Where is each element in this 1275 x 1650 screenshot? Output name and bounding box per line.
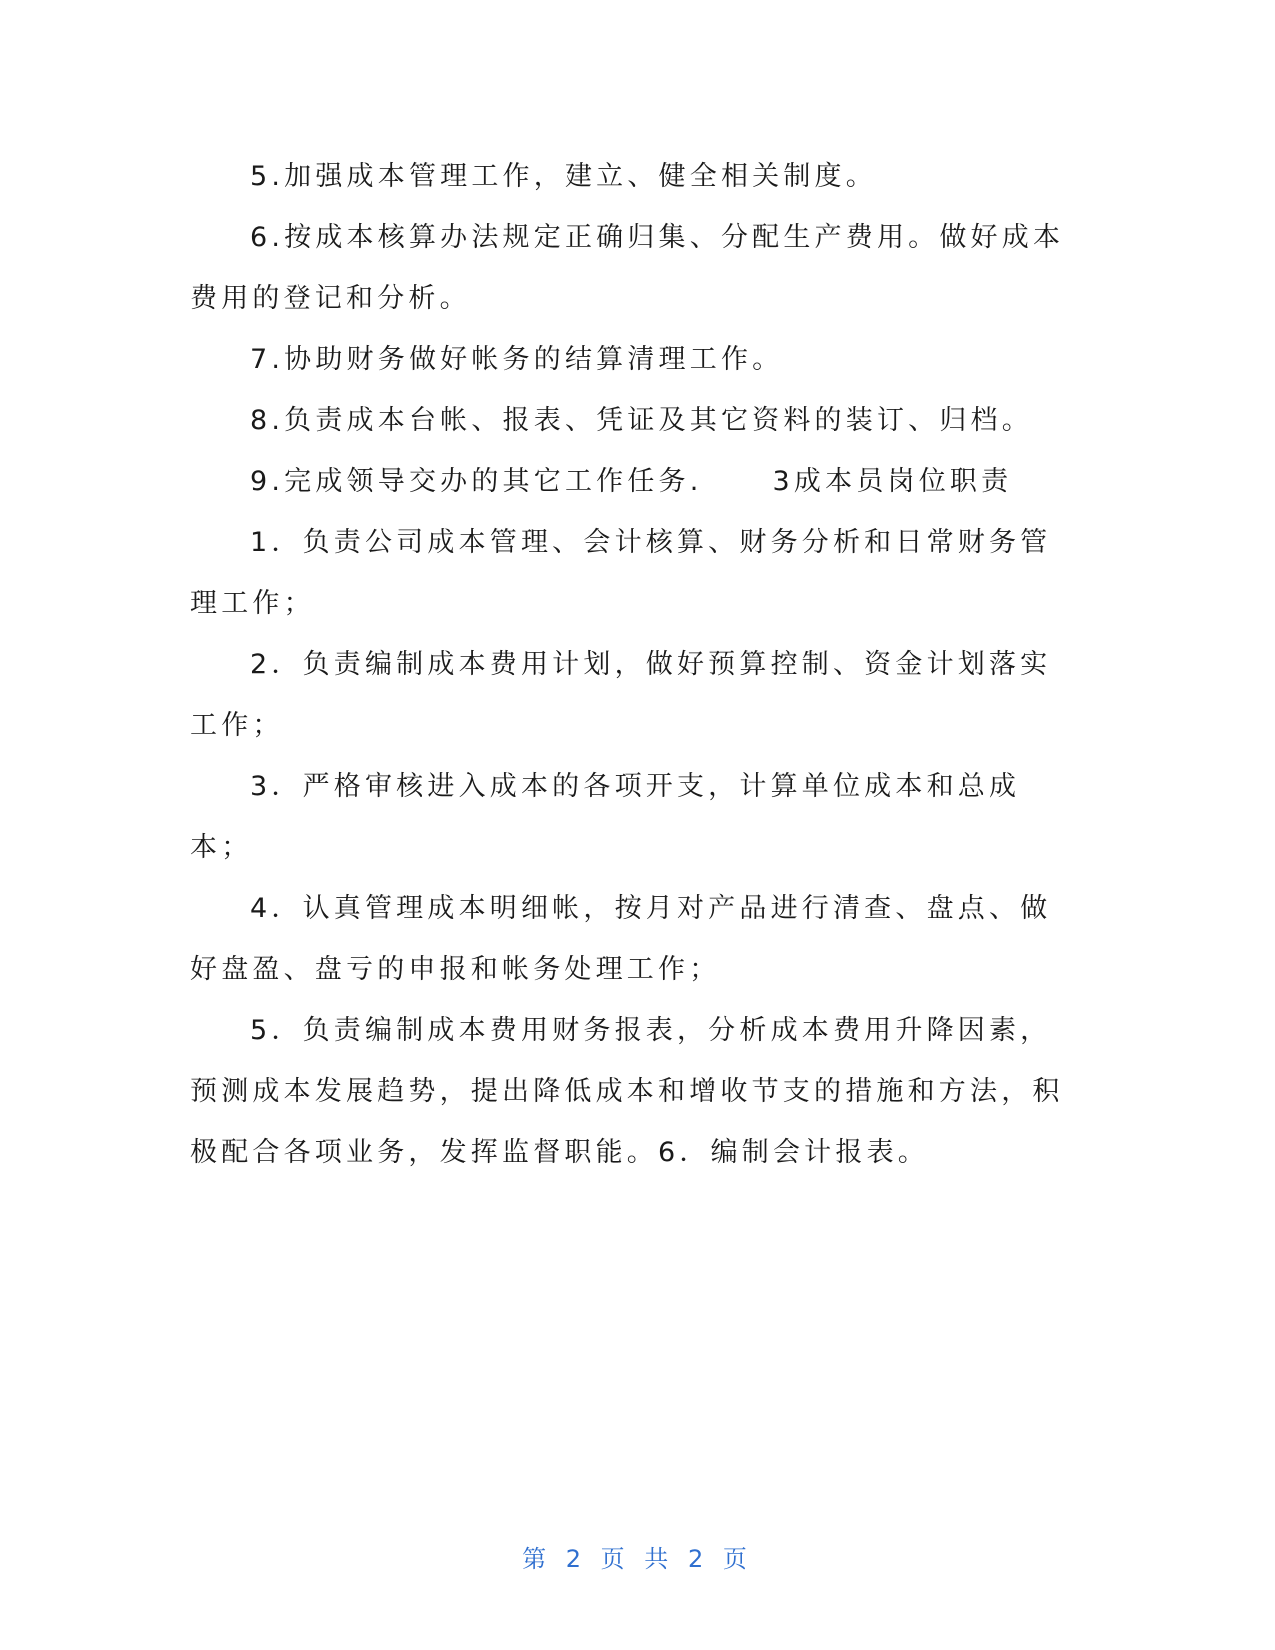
paragraph-item-7: 7.协助财务做好帐务的结算清理工作。 (250, 344, 784, 375)
section-heading-cost-clerk: 3成本员岗位职责 (772, 466, 1013, 497)
paragraph-item-5: 5.加强成本管理工作，建立、健全相关制度。 (250, 161, 877, 192)
duty-item-4: 4．认真管理成本明细帐，按月对产品进行清查、盘点、做好盘盈、盘亏的申报和帐务处理工作； (190, 893, 1052, 985)
duty-item-5: 5．负责编制成本费用财务报表，分析成本费用升降因素，预测成本发展趋势，提出降低成本和增收节支的措施和方法，积极配合各项业务，发挥监督职能。6．编制会计报表。 (190, 1015, 1064, 1168)
paragraph-item-9 (190, 451, 1075, 512)
page-number-footer: 第 2 页 共 2 页 (522, 1545, 753, 1573)
document-body (190, 146, 1075, 1183)
paragraph-item-9-text: 9.完成领导交办的其它工作任务. (250, 466, 703, 497)
paragraph-item-6: 6.按成本核算办法规定正确归集、分配生产费用。做好成本费用的登记和分析。 (190, 222, 1065, 314)
paragraph-item-8: 8.负责成本台帐、报表、凭证及其它资料的装订、归档。 (250, 405, 1033, 436)
duty-item-1: 1．负责公司成本管理、会计核算、财务分析和日常财务管理工作； (190, 527, 1052, 619)
duty-item-2: 2．负责编制成本费用计划，做好预算控制、资金计划落实工作； (190, 649, 1052, 741)
duty-item-3: 3．严格审核进入成本的各项开支，计算单位成本和总成本； (190, 771, 1021, 863)
